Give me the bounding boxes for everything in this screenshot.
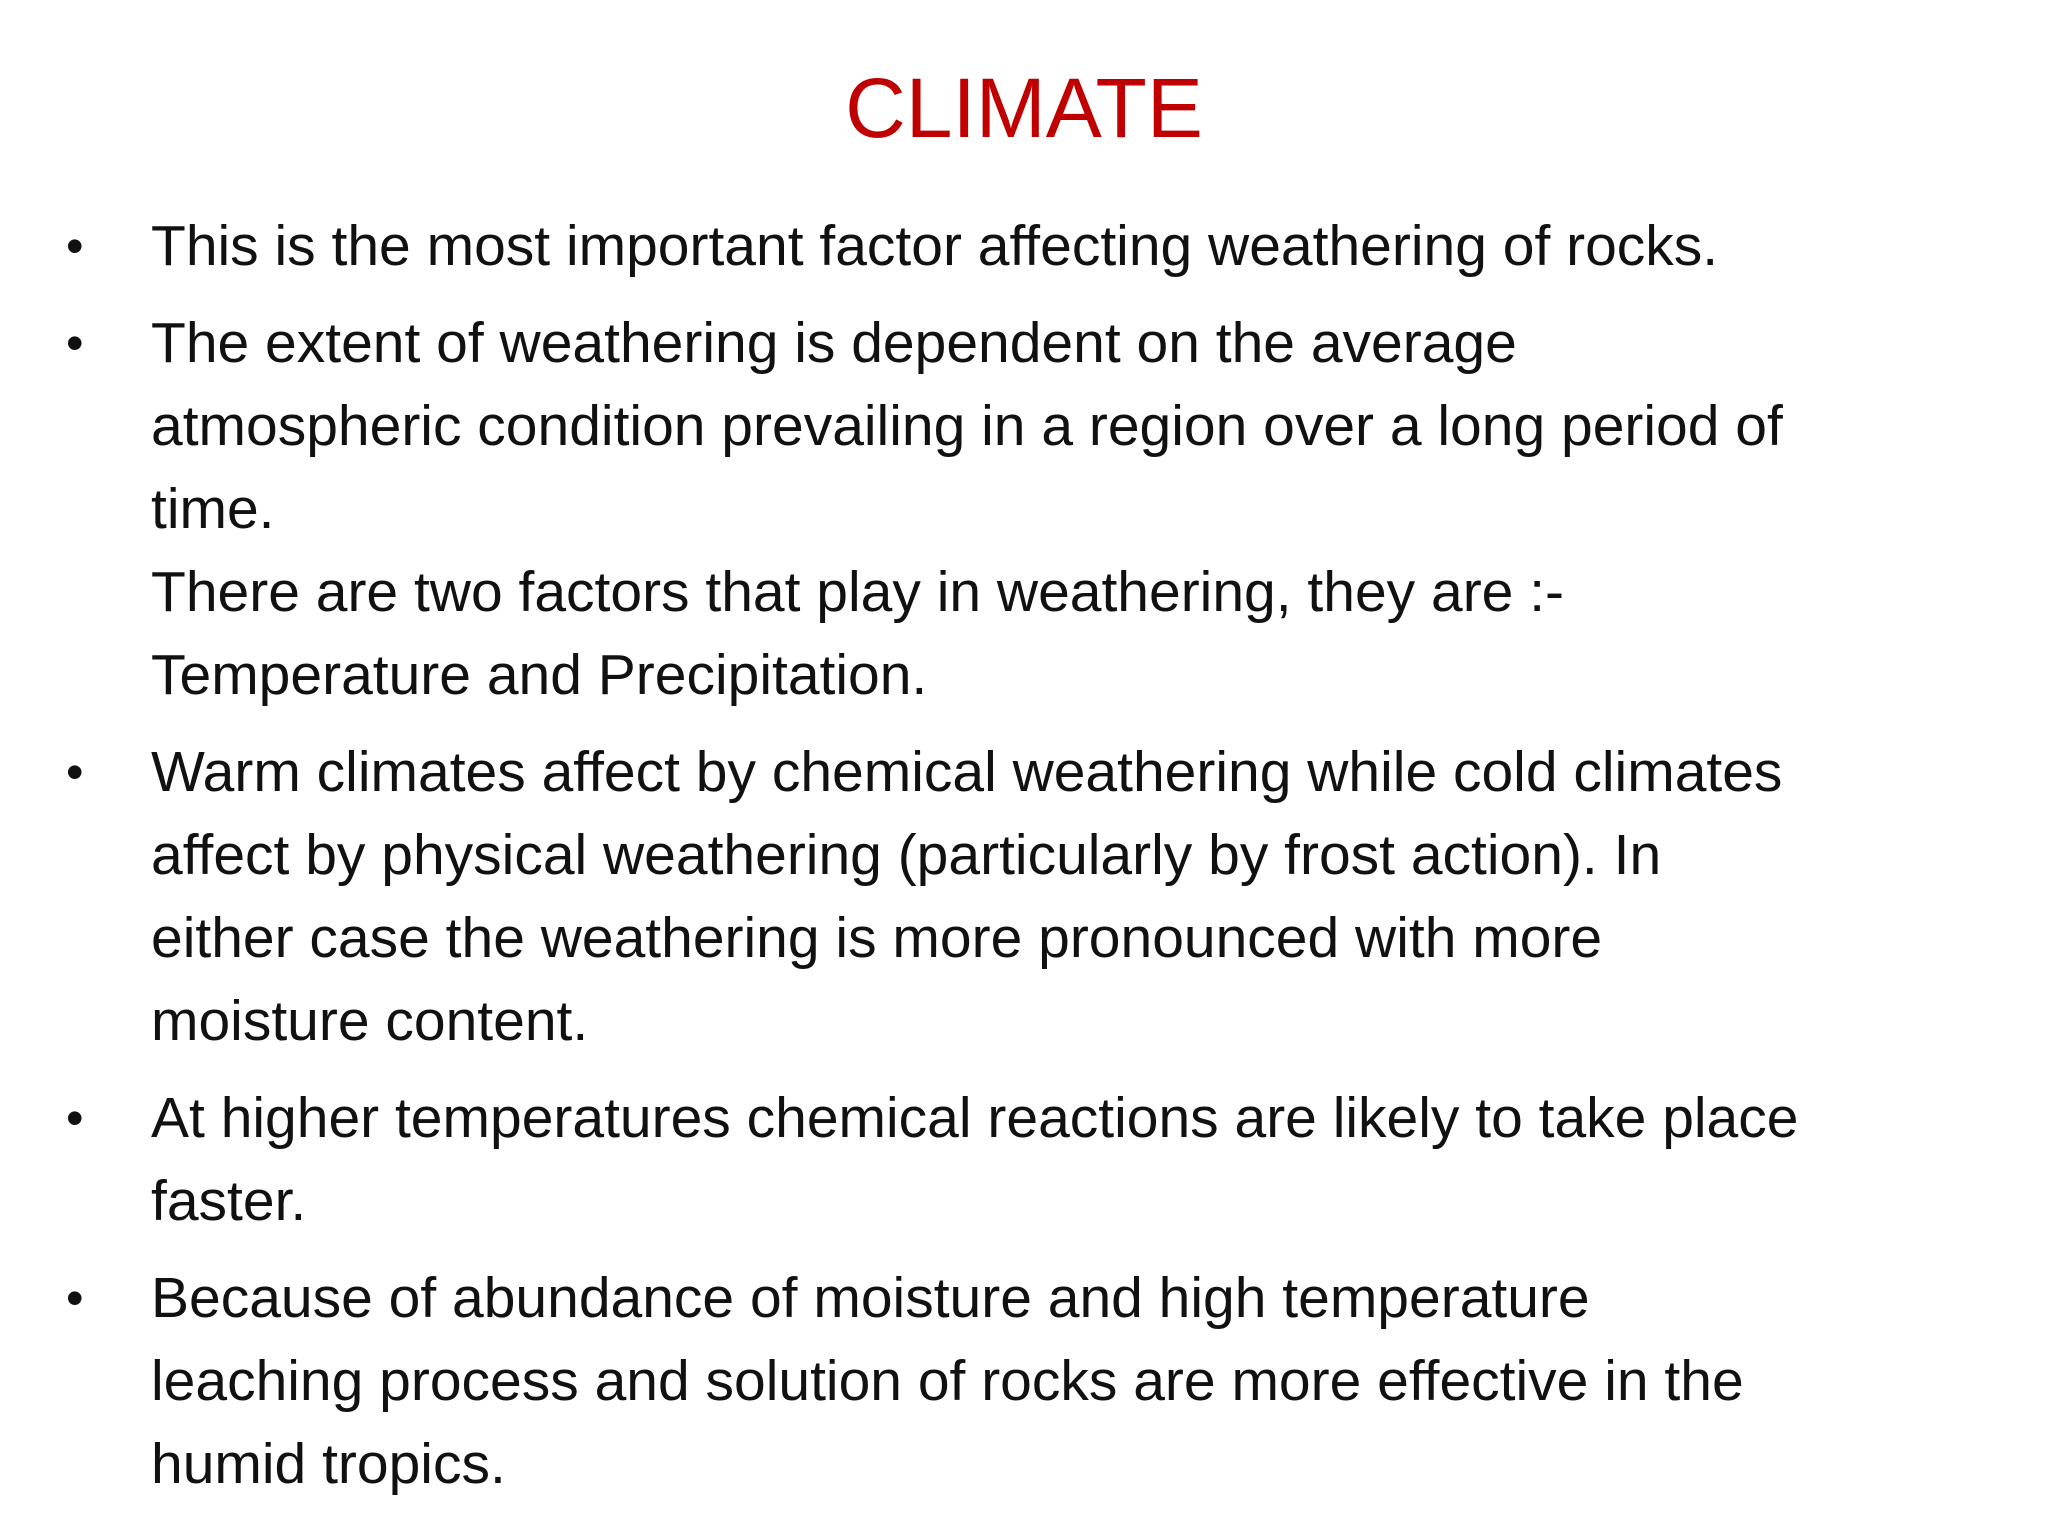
bullet-text-line: This is the most important factor affecting weathering of rocks. [151,214,1719,278]
bullet-text-line: time. [151,477,275,541]
slide-title: CLIMATE [845,61,1203,155]
bullet-item [66,205,2016,288]
bullet-text-line: There are two factors that play in weathering, they are :- [151,560,1565,624]
bullet-text-line: humid tropics. [151,1432,506,1496]
bullet-text-line: moisture content. [151,989,589,1053]
bullet-text-line: Warm climates affect by chemical weathering while cold climates [151,740,1783,804]
bullet-item [66,1257,2016,1506]
bullet-dot-icon: • [66,1090,84,1146]
bullet-text-line: Temperature and Precipitation. [151,643,928,707]
bullet-item [66,731,2016,1063]
bullet-text-line: At higher temperatures chemical reactions are likely to take place [151,1086,1799,1150]
bullet-dot-icon: • [66,744,84,800]
bullet-text-line: faster. [151,1169,307,1233]
bullet-text-line: The extent of weathering is dependent on the average [151,311,1517,375]
bullet-text-line: either case the weathering is more pronounced with more [151,906,1603,970]
bullet-list [66,205,2016,1520]
bullet-text-line: Because of abundance of moisture and high temperature [151,1266,1590,1330]
bullet-text-line: leaching process and solution of rocks are more effective in the [151,1349,1744,1413]
bullet-item [66,302,2016,717]
bullet-dot-icon: • [66,1270,84,1326]
bullet-item [66,1077,2016,1243]
bullet-text-line: affect by physical weathering (particularly by frost action). In [151,823,1662,887]
bullet-text-line: atmospheric condition prevailing in a region over a long period of [151,394,1783,458]
bullet-dot-icon: • [66,218,84,274]
bullet-dot-icon: • [66,315,84,371]
